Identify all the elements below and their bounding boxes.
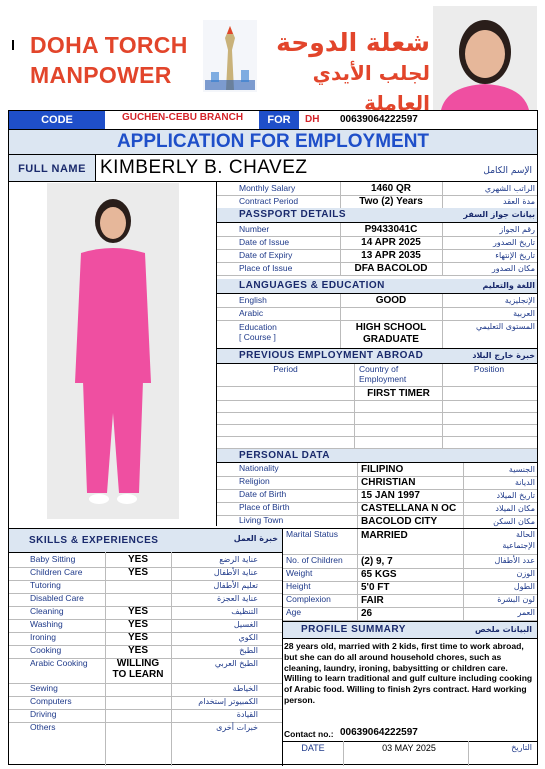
personal-1-value: CHRISTIAN — [361, 477, 416, 488]
status-0-ar: الحالة الإجتماعية — [502, 530, 535, 550]
skill-10-label: Computers — [30, 696, 72, 706]
skill-5-label: Washing — [30, 619, 63, 629]
personal-4-value: BACOLOD CITY — [361, 516, 438, 527]
form-title: APPLICATION FOR EMPLOYMENT — [9, 130, 537, 154]
lang-education-ar: المستوى التعليمي — [475, 322, 535, 331]
previous-title-ar: خبرة خارج البلاد — [472, 351, 535, 360]
logo-ar-line-1: شعلة الدوحة — [276, 28, 430, 57]
prev-col-position: Position — [473, 364, 505, 374]
personal-3-label: Place of Birth — [239, 502, 290, 512]
status-1-ar: عدد الأطفال — [494, 556, 535, 565]
status-2-label: Weight — [286, 568, 313, 578]
status-3-value: 5'0 FT — [361, 582, 390, 593]
passport-0-value: P9433041C — [364, 224, 418, 235]
header-phone: 00639064222597 — [340, 114, 418, 125]
passport-title: PASSPORT DETAILS — [217, 208, 537, 222]
lang-arabic-label: Arabic — [239, 308, 264, 318]
passport-2-label: Date of Expiry — [239, 250, 293, 260]
lang-english-ar: الإنجليزية — [504, 296, 535, 305]
contract-1-value: Two (2) Years — [359, 196, 423, 207]
status-2-value: 65 KGS — [361, 569, 397, 580]
personal-0-ar: الجنسية — [508, 465, 535, 474]
status-4-ar: لون البشرة — [497, 595, 535, 604]
skill-0-value: YES — [127, 554, 148, 565]
skill-8-label: Arabic Cooking — [30, 658, 88, 668]
skill-1-label: Children Care — [30, 567, 83, 577]
applicant-photo-full — [47, 183, 179, 519]
skill-11-value — [106, 709, 170, 722]
skill-1-value: YES — [127, 567, 148, 578]
personal-3-value: CASTELLANA N OC — [361, 503, 457, 514]
lang-arabic-ar: العربية — [513, 309, 535, 318]
skill-3-label: Disabled Care — [30, 593, 84, 603]
logo-ar-line-2: لجلب الأيدي العاملة — [312, 61, 430, 115]
logo-arabic — [270, 28, 430, 118]
skill-5-value: YES — [127, 619, 148, 630]
prev-col-country: Country of Employment — [359, 364, 407, 384]
skill-12-value — [106, 722, 170, 747]
lang-english-label: English — [239, 295, 267, 305]
skill-2-label: Tutoring — [30, 580, 61, 590]
full-name-ar: الإسم الكامل — [483, 166, 532, 176]
personal-3-ar: مكان الميلاد — [495, 504, 535, 513]
personal-4-label: Living Town — [239, 515, 284, 525]
personal-2-ar: تاريخ الميلاد — [496, 491, 535, 500]
previous-title: PREVIOUS EMPLOYMENT ABROAD — [217, 349, 537, 363]
skill-2-ar: تعليم الأطفال — [213, 581, 258, 590]
skills-title-ar: خبرة العمل — [233, 534, 278, 543]
status-0-label: Marital Status — [286, 529, 338, 539]
skill-1-ar: عناية الأطفال — [213, 568, 258, 577]
profile-title: PROFILE SUMMARY — [283, 622, 537, 638]
for-label: FOR — [259, 111, 299, 129]
passport-title-ar: بيانات جواز السفر — [463, 210, 535, 219]
skill-12-ar: خبرات أخرى — [216, 723, 258, 732]
passport-0-ar: رقم الجواز — [499, 225, 535, 234]
contact-value: 00639064222597 — [340, 727, 418, 738]
skill-3-ar: عناية العجزة — [217, 594, 258, 603]
status-5-value: 26 — [361, 608, 373, 619]
lang-arabic-value — [341, 307, 441, 320]
skill-5-ar: الغسيل — [233, 620, 258, 629]
edge-mark — [12, 40, 14, 50]
passport-0-label: Number — [239, 224, 270, 234]
skill-6-value: YES — [127, 632, 148, 643]
skill-4-label: Cleaning — [30, 606, 64, 616]
skill-4-ar: التنظيف — [231, 607, 258, 616]
lang-education-value: HIGH SCHOOL GRADUATE — [355, 322, 427, 345]
contact-label: Contact no.: — [284, 729, 334, 739]
passport-1-value: 14 APR 2025 — [361, 237, 421, 248]
full-name-value: KIMBERLY B. CHAVEZ — [100, 157, 308, 178]
languages-title: LANGUAGES & EDUCATION — [217, 279, 537, 293]
status-5-label: Age — [286, 607, 302, 617]
lang-education-label: Education [ Course ] — [239, 322, 277, 342]
personal-1-label: Religion — [239, 476, 270, 486]
status-0-value: MARRIED — [361, 530, 408, 541]
profile-text: 28 years old, married with 2 kids, first time to work abroad, but she can do all around household chores, such as cleaning, laundry, ironing, babysitting or children care. Willing to learn traditional and gulf culture including cooking of Arabic food. Willing to finish 2yrs contract. Hard working person. — [284, 641, 533, 705]
status-5-ar: العمر — [517, 608, 535, 617]
status-3-label: Height — [286, 581, 311, 591]
skill-4-value: YES — [127, 606, 148, 617]
skill-8-value: WILLING TO LEARN — [112, 658, 164, 680]
personal-0-label: Nationality — [239, 463, 279, 473]
skill-3-value — [106, 593, 170, 606]
passport-3-label: Place of Issue — [239, 263, 293, 273]
status-1-value: (2) 9, 7 — [361, 556, 393, 567]
logo-line-1: DOHA TORCH — [30, 32, 188, 58]
skill-11-ar: القيادة — [236, 710, 258, 719]
contract-0-label: Monthly Salary — [239, 183, 296, 193]
skill-10-ar: الكمبيوتر إستخدام — [198, 697, 258, 706]
skill-7-value: YES — [127, 645, 148, 656]
passport-1-ar: تاريخ الصدور — [493, 238, 535, 247]
date-label: DATE — [301, 743, 325, 753]
status-2-ar: الوزن — [516, 569, 535, 578]
passport-2-value: 13 APR 2035 — [361, 250, 421, 261]
personal-0-value: FILIPINO — [361, 464, 404, 475]
contract-1-label: Contract Period — [239, 196, 299, 206]
languages-title-ar: اللغة والتعليم — [482, 281, 535, 290]
skill-6-label: Ironing — [30, 632, 56, 642]
passport-1-label: Date of Issue — [239, 237, 290, 247]
skill-2-value — [106, 580, 170, 593]
dh-label: DH — [305, 114, 320, 125]
full-name-label: FULL NAME — [9, 155, 95, 181]
torch-tower-icon — [203, 20, 257, 92]
skill-7-label: Cooking — [30, 645, 62, 655]
status-3-ar: الطول — [513, 582, 535, 591]
skill-9-value — [106, 683, 170, 696]
logo-line-2: MANPOWER — [30, 62, 172, 88]
skill-8-ar: الطبخ العربي — [214, 659, 258, 668]
contract-1-ar: مدة العقد — [503, 197, 535, 206]
status-1-label: No. of Children — [286, 555, 343, 565]
personal-2-label: Date of Birth — [239, 489, 287, 499]
prev-col-period: Period — [273, 364, 298, 374]
passport-3-ar: مكان الصدور — [491, 264, 535, 273]
profile-title-ar: البيانات ملخص — [474, 625, 532, 634]
skill-9-ar: الخياطة — [232, 684, 258, 693]
skill-10-value — [106, 696, 170, 709]
prev-first-timer: FIRST TIMER — [367, 388, 430, 399]
skill-0-ar: عناية الرضع — [219, 555, 258, 564]
skill-12-label: Others — [30, 722, 56, 732]
status-4-value: FAIR — [361, 595, 384, 606]
personal-4-ar: مكان السكن — [493, 517, 535, 526]
skills-title: SKILLS & EXPERIENCES — [9, 529, 282, 552]
personal-title: PERSONAL DATA — [217, 449, 537, 462]
skill-9-label: Sewing — [30, 683, 58, 693]
branch-name: GUCHEN-CEBU BRANCH — [121, 112, 244, 123]
applicant-photo-small — [433, 6, 537, 110]
skill-6-ar: الكوي — [238, 633, 258, 642]
lang-english-value: GOOD — [375, 295, 407, 306]
contract-0-value: 1460 QR — [370, 183, 412, 194]
logo-english — [30, 30, 188, 90]
skill-0-label: Baby Sitting — [30, 554, 76, 564]
skill-11-label: Driving — [30, 709, 57, 719]
personal-1-ar: الديانة — [514, 478, 535, 487]
date-value: 03 MAY 2025 — [382, 743, 436, 753]
status-4-label: Complexion — [286, 594, 331, 604]
date-ar: التاريخ — [511, 743, 532, 752]
passport-3-value: DFA BACOLOD — [354, 263, 428, 274]
code-label: CODE — [9, 111, 105, 129]
passport-2-ar: تاريخ الإنتهاء — [495, 251, 535, 260]
contract-0-ar: الراتب الشهري — [484, 184, 535, 193]
skill-7-ar: الطبخ — [239, 646, 258, 655]
personal-2-value: 15 JAN 1997 — [361, 490, 420, 501]
